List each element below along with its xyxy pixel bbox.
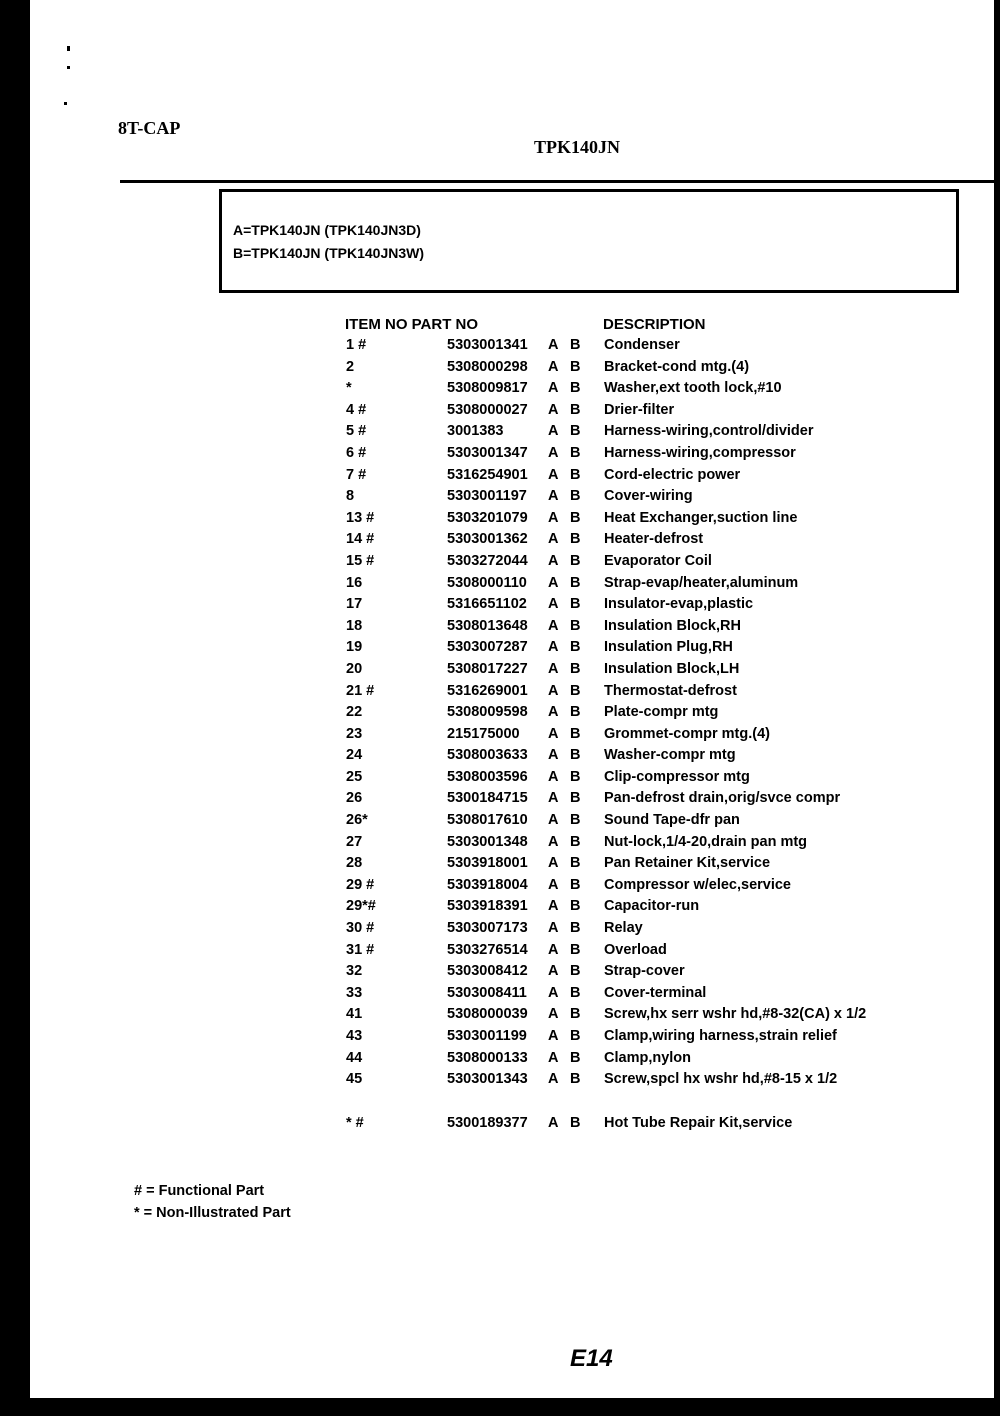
header-rule bbox=[120, 180, 1000, 183]
part-item-no: 16 bbox=[346, 574, 363, 591]
variant-b: B=TPK140JN (TPK140JN3W) bbox=[233, 245, 425, 261]
model-a-flag: A bbox=[548, 833, 559, 850]
part-item-no: 33 bbox=[346, 984, 363, 1001]
part-description: Compressor w/elec,service bbox=[604, 876, 791, 893]
part-description: Washer-compr mtg bbox=[604, 747, 736, 764]
part-number: 5303918004 bbox=[447, 876, 528, 893]
part-number: 5303001348 bbox=[447, 833, 528, 850]
model-a-flag: A bbox=[548, 531, 559, 548]
parts-row bbox=[0, 962, 1000, 984]
part-item-no: 30 # bbox=[346, 920, 375, 937]
part-item-no: 20 bbox=[346, 660, 363, 677]
part-description: Plate-compr mtg bbox=[604, 704, 719, 721]
model-a-flag: A bbox=[548, 639, 559, 656]
model-b-flag: B bbox=[570, 1028, 581, 1044]
variant-a: A=TPK140JN (TPK140JN3D) bbox=[233, 222, 421, 238]
part-number: 5308017610 bbox=[447, 812, 528, 829]
model-b-flag: B bbox=[570, 812, 581, 829]
part-description: Insulation Block,RH bbox=[604, 617, 741, 634]
part-number: 5303001347 bbox=[447, 444, 528, 461]
model-b-flag: B bbox=[570, 444, 581, 461]
model-b-flag: B bbox=[570, 1071, 581, 1088]
part-description: Evaporator Coil bbox=[604, 552, 712, 569]
part-description: Cover-wiring bbox=[604, 488, 693, 505]
model-a-flag: A bbox=[548, 725, 559, 742]
model-a-flag: A bbox=[548, 1006, 559, 1023]
part-number: 5316269001 bbox=[447, 682, 528, 699]
model-a-flag: A bbox=[548, 423, 559, 440]
model-a-flag: A bbox=[548, 941, 559, 958]
scan-speck bbox=[67, 46, 70, 51]
part-number: 5316254901 bbox=[447, 466, 528, 483]
part-number: 5308003596 bbox=[447, 768, 528, 785]
parts-row bbox=[0, 336, 1000, 358]
part-description: Harness-wiring,control/divider bbox=[604, 423, 814, 440]
model-b-flag: B bbox=[570, 963, 581, 980]
parts-row bbox=[0, 703, 1000, 725]
parts-row bbox=[0, 876, 1000, 898]
part-number: 5308009817 bbox=[447, 380, 528, 397]
model-a-flag: A bbox=[548, 358, 559, 375]
part-description: Cover-terminal bbox=[604, 984, 707, 1001]
part-number: 5303007287 bbox=[447, 639, 528, 656]
model-b-flag: B bbox=[570, 617, 581, 634]
model-a-flag: A bbox=[548, 984, 559, 1001]
model-a-flag: A bbox=[548, 768, 559, 785]
parts-row bbox=[0, 897, 1000, 919]
model-b-flag: B bbox=[570, 1114, 581, 1131]
part-item-no: 17 bbox=[346, 596, 363, 613]
parts-row bbox=[0, 854, 1000, 876]
parts-row bbox=[0, 487, 1000, 509]
part-item-no: 5 # bbox=[346, 423, 367, 440]
model-a-flag: A bbox=[548, 466, 559, 483]
model-a-flag: A bbox=[548, 337, 559, 353]
part-item-no: 23 bbox=[346, 725, 363, 742]
model-b-flag: B bbox=[570, 1006, 581, 1023]
part-description: Pan-defrost drain,orig/svce compr bbox=[604, 790, 841, 807]
model-a-flag: A bbox=[548, 747, 559, 764]
model-a-flag: A bbox=[548, 596, 559, 613]
part-description: Harness-wiring,compressor bbox=[604, 444, 796, 461]
part-description: Bracket-cond mtg.(4) bbox=[604, 358, 750, 375]
part-item-no: 44 bbox=[346, 1049, 363, 1066]
model-b-flag: B bbox=[570, 358, 581, 375]
model-title: TPK140JN bbox=[534, 137, 621, 157]
model-b-flag: B bbox=[570, 855, 581, 872]
part-description: Insulation Plug,RH bbox=[604, 639, 733, 656]
model-b-flag: B bbox=[570, 725, 581, 742]
part-number: 5303008411 bbox=[447, 984, 527, 1001]
parts-row bbox=[0, 401, 1000, 423]
model-a-flag: A bbox=[548, 920, 559, 937]
part-number: 5303008412 bbox=[447, 963, 528, 980]
part-description: Clip-compressor mtg bbox=[604, 768, 750, 785]
part-number: 5303001343 bbox=[447, 1071, 528, 1088]
part-number: 5308000039 bbox=[447, 1006, 528, 1023]
part-number: 5303918001 bbox=[447, 855, 528, 872]
parts-row bbox=[0, 509, 1000, 531]
part-description: Strap-cover bbox=[604, 963, 685, 980]
model-b-flag: B bbox=[570, 704, 581, 721]
model-a-flag: A bbox=[548, 574, 559, 591]
part-description: Overload bbox=[604, 941, 667, 958]
model-b-flag: B bbox=[570, 596, 581, 613]
parts-row bbox=[0, 789, 1000, 811]
part-number: 5303201079 bbox=[447, 509, 528, 526]
model-a-flag: A bbox=[548, 1114, 559, 1131]
part-number: 5303001362 bbox=[447, 531, 528, 548]
model-b-flag: B bbox=[570, 768, 581, 785]
parts-row bbox=[0, 1005, 1000, 1027]
model-a-flag: A bbox=[548, 704, 559, 721]
model-b-flag: B bbox=[570, 790, 581, 807]
model-b-flag: B bbox=[570, 401, 581, 418]
part-number: 5303001199 bbox=[447, 1028, 527, 1044]
part-item-no: 7 # bbox=[346, 466, 367, 483]
model-a-flag: A bbox=[548, 1049, 559, 1066]
part-item-no: * bbox=[346, 380, 352, 397]
part-item-no: 15 # bbox=[346, 552, 375, 569]
model-a-flag: A bbox=[548, 488, 559, 505]
scan-speck bbox=[64, 102, 67, 105]
parts-row bbox=[0, 466, 1000, 488]
part-item-no: * # bbox=[346, 1114, 364, 1131]
model-b-flag: B bbox=[570, 682, 581, 699]
model-b-flag: B bbox=[570, 552, 581, 569]
part-item-no: 29*# bbox=[346, 898, 376, 915]
part-item-no: 26* bbox=[346, 812, 368, 829]
part-item-no: 8 bbox=[346, 488, 355, 505]
part-number: 5316651102 bbox=[447, 596, 527, 613]
model-b-flag: B bbox=[570, 337, 581, 353]
model-a-flag: A bbox=[548, 812, 559, 829]
part-item-no: 43 bbox=[346, 1028, 363, 1044]
parts-row bbox=[0, 725, 1000, 747]
part-number: 5308000298 bbox=[447, 358, 528, 375]
scan-border-bottom bbox=[0, 1398, 1000, 1416]
part-number: 5308000133 bbox=[447, 1049, 528, 1066]
parts-row bbox=[0, 1027, 1000, 1049]
part-number: 5303007173 bbox=[447, 920, 528, 937]
part-item-no: 2 bbox=[346, 358, 355, 375]
part-item-no: 24 bbox=[346, 747, 363, 764]
part-item-no: 41 bbox=[346, 1006, 363, 1023]
parts-row bbox=[0, 941, 1000, 963]
part-number: 3001383 bbox=[447, 423, 504, 440]
model-b-flag: B bbox=[570, 423, 581, 440]
part-number: 215175000 bbox=[447, 725, 520, 742]
model-b-flag: B bbox=[570, 660, 581, 677]
parts-row bbox=[0, 617, 1000, 639]
parts-row bbox=[0, 574, 1000, 596]
model-b-flag: B bbox=[570, 833, 581, 850]
column-header-item-part: ITEM NO PART NO bbox=[345, 316, 479, 333]
part-item-no: 28 bbox=[346, 855, 363, 872]
part-description: Clamp,wiring harness,strain relief bbox=[604, 1028, 837, 1044]
parts-row bbox=[0, 984, 1000, 1006]
parts-row bbox=[0, 444, 1000, 466]
part-description: Screw,hx serr wshr hd,#8-32(CA) x 1/2 bbox=[604, 1006, 867, 1023]
parts-row bbox=[0, 358, 1000, 380]
part-description: Nut-lock,1/4-20,drain pan mtg bbox=[604, 833, 808, 850]
part-description: Condenser bbox=[604, 337, 680, 353]
model-b-flag: B bbox=[570, 466, 581, 483]
part-number: 5308009598 bbox=[447, 704, 528, 721]
part-description: Heater-defrost bbox=[604, 531, 704, 548]
document-code: 8T-CAP bbox=[118, 118, 181, 138]
part-item-no: 29 # bbox=[346, 876, 375, 893]
part-number: 5303918391 bbox=[447, 898, 528, 915]
column-header-description: DESCRIPTION bbox=[603, 316, 706, 333]
parts-row bbox=[0, 1049, 1000, 1071]
model-a-flag: A bbox=[548, 898, 559, 915]
model-b-flag: B bbox=[570, 488, 581, 505]
model-a-flag: A bbox=[548, 682, 559, 699]
parts-row bbox=[0, 379, 1000, 401]
part-number: 5308017227 bbox=[447, 660, 528, 677]
part-description: Washer,ext tooth lock,#10 bbox=[604, 380, 782, 397]
parts-row bbox=[0, 682, 1000, 704]
model-b-flag: B bbox=[570, 876, 581, 893]
part-description: Relay bbox=[604, 920, 643, 937]
parts-row bbox=[0, 595, 1000, 617]
model-a-flag: A bbox=[548, 790, 559, 807]
part-item-no: 27 bbox=[346, 833, 363, 850]
part-item-no: 6 # bbox=[346, 444, 367, 461]
model-a-flag: A bbox=[548, 552, 559, 569]
part-item-no: 19 bbox=[346, 639, 363, 656]
legend-non-illustrated: * = Non-Illustrated Part bbox=[134, 1205, 291, 1221]
part-number: 5300184715 bbox=[447, 790, 528, 807]
part-number: 5303276514 bbox=[447, 941, 528, 958]
parts-row bbox=[0, 768, 1000, 790]
page-number: E14 bbox=[570, 1345, 613, 1372]
part-item-no: 21 # bbox=[346, 682, 375, 699]
model-a-flag: A bbox=[548, 855, 559, 872]
part-item-no: 31 # bbox=[346, 941, 375, 958]
model-b-flag: B bbox=[570, 509, 581, 526]
parts-row bbox=[0, 1070, 1000, 1092]
model-a-flag: A bbox=[548, 963, 559, 980]
model-a-flag: A bbox=[548, 660, 559, 677]
model-a-flag: A bbox=[548, 1071, 559, 1088]
part-description: Capacitor-run bbox=[604, 898, 700, 915]
part-item-no: 32 bbox=[346, 963, 363, 980]
model-b-flag: B bbox=[570, 639, 581, 656]
model-a-flag: A bbox=[548, 617, 559, 634]
model-a-flag: A bbox=[548, 876, 559, 893]
model-b-flag: B bbox=[570, 984, 581, 1001]
part-item-no: 13 # bbox=[346, 509, 375, 526]
scan-speck bbox=[67, 66, 70, 69]
part-description: Hot Tube Repair Kit,service bbox=[604, 1114, 793, 1131]
model-a-flag: A bbox=[548, 1028, 559, 1044]
variant-legend-box bbox=[219, 189, 959, 293]
model-a-flag: A bbox=[548, 380, 559, 397]
part-description: Screw,spcl hx wshr hd,#8-15 x 1/2 bbox=[604, 1071, 838, 1088]
part-number: 5308000110 bbox=[447, 574, 527, 591]
part-description: Pan Retainer Kit,service bbox=[604, 855, 771, 872]
model-b-flag: B bbox=[570, 574, 581, 591]
part-number: 5303272044 bbox=[447, 552, 528, 569]
part-item-no: 45 bbox=[346, 1071, 363, 1088]
model-a-flag: A bbox=[548, 401, 559, 418]
parts-row bbox=[0, 833, 1000, 855]
part-item-no: 4 # bbox=[346, 401, 367, 418]
part-number: 5308003633 bbox=[447, 747, 528, 764]
part-item-no: 14 # bbox=[346, 531, 375, 548]
part-item-no: 18 bbox=[346, 617, 363, 634]
part-number: 5303001341 bbox=[447, 337, 528, 353]
model-b-flag: B bbox=[570, 1049, 581, 1066]
part-description: Grommet-compr mtg.(4) bbox=[604, 725, 770, 742]
part-description: Sound Tape-dfr pan bbox=[604, 812, 740, 829]
part-description: Thermostat-defrost bbox=[604, 682, 737, 699]
part-description: Cord-electric power bbox=[604, 466, 741, 483]
model-b-flag: B bbox=[570, 898, 581, 915]
model-b-flag: B bbox=[570, 941, 581, 958]
parts-row bbox=[0, 811, 1000, 833]
part-description: Strap-evap/heater,aluminum bbox=[604, 574, 799, 591]
model-b-flag: B bbox=[570, 920, 581, 937]
parts-row bbox=[0, 552, 1000, 574]
part-description: Drier-filter bbox=[604, 401, 675, 418]
parts-row bbox=[0, 1114, 1000, 1136]
parts-row bbox=[0, 746, 1000, 768]
parts-row bbox=[0, 422, 1000, 444]
parts-list bbox=[0, 336, 1000, 1135]
model-b-flag: B bbox=[570, 380, 581, 397]
part-item-no: 22 bbox=[346, 704, 363, 721]
parts-row bbox=[0, 638, 1000, 660]
part-number: 5300189377 bbox=[447, 1114, 528, 1131]
model-b-flag: B bbox=[570, 531, 581, 548]
part-number: 5308000027 bbox=[447, 401, 528, 418]
part-item-no: 26 bbox=[346, 790, 363, 807]
part-item-no: 25 bbox=[346, 768, 363, 785]
part-item-no: 1 # bbox=[346, 337, 367, 353]
model-b-flag: B bbox=[570, 747, 581, 764]
model-a-flag: A bbox=[548, 509, 559, 526]
part-description: Insulator-evap,plastic bbox=[604, 596, 754, 613]
legend-functional: # = Functional Part bbox=[134, 1183, 265, 1199]
part-description: Insulation Block,LH bbox=[604, 660, 740, 677]
parts-row bbox=[0, 660, 1000, 682]
parts-row bbox=[0, 919, 1000, 941]
parts-row bbox=[0, 530, 1000, 552]
part-description: Clamp,nylon bbox=[604, 1049, 692, 1066]
part-number: 5303001197 bbox=[447, 488, 527, 505]
part-description: Heat Exchanger,suction line bbox=[604, 509, 798, 526]
part-number: 5308013648 bbox=[447, 617, 528, 634]
model-a-flag: A bbox=[548, 444, 559, 461]
